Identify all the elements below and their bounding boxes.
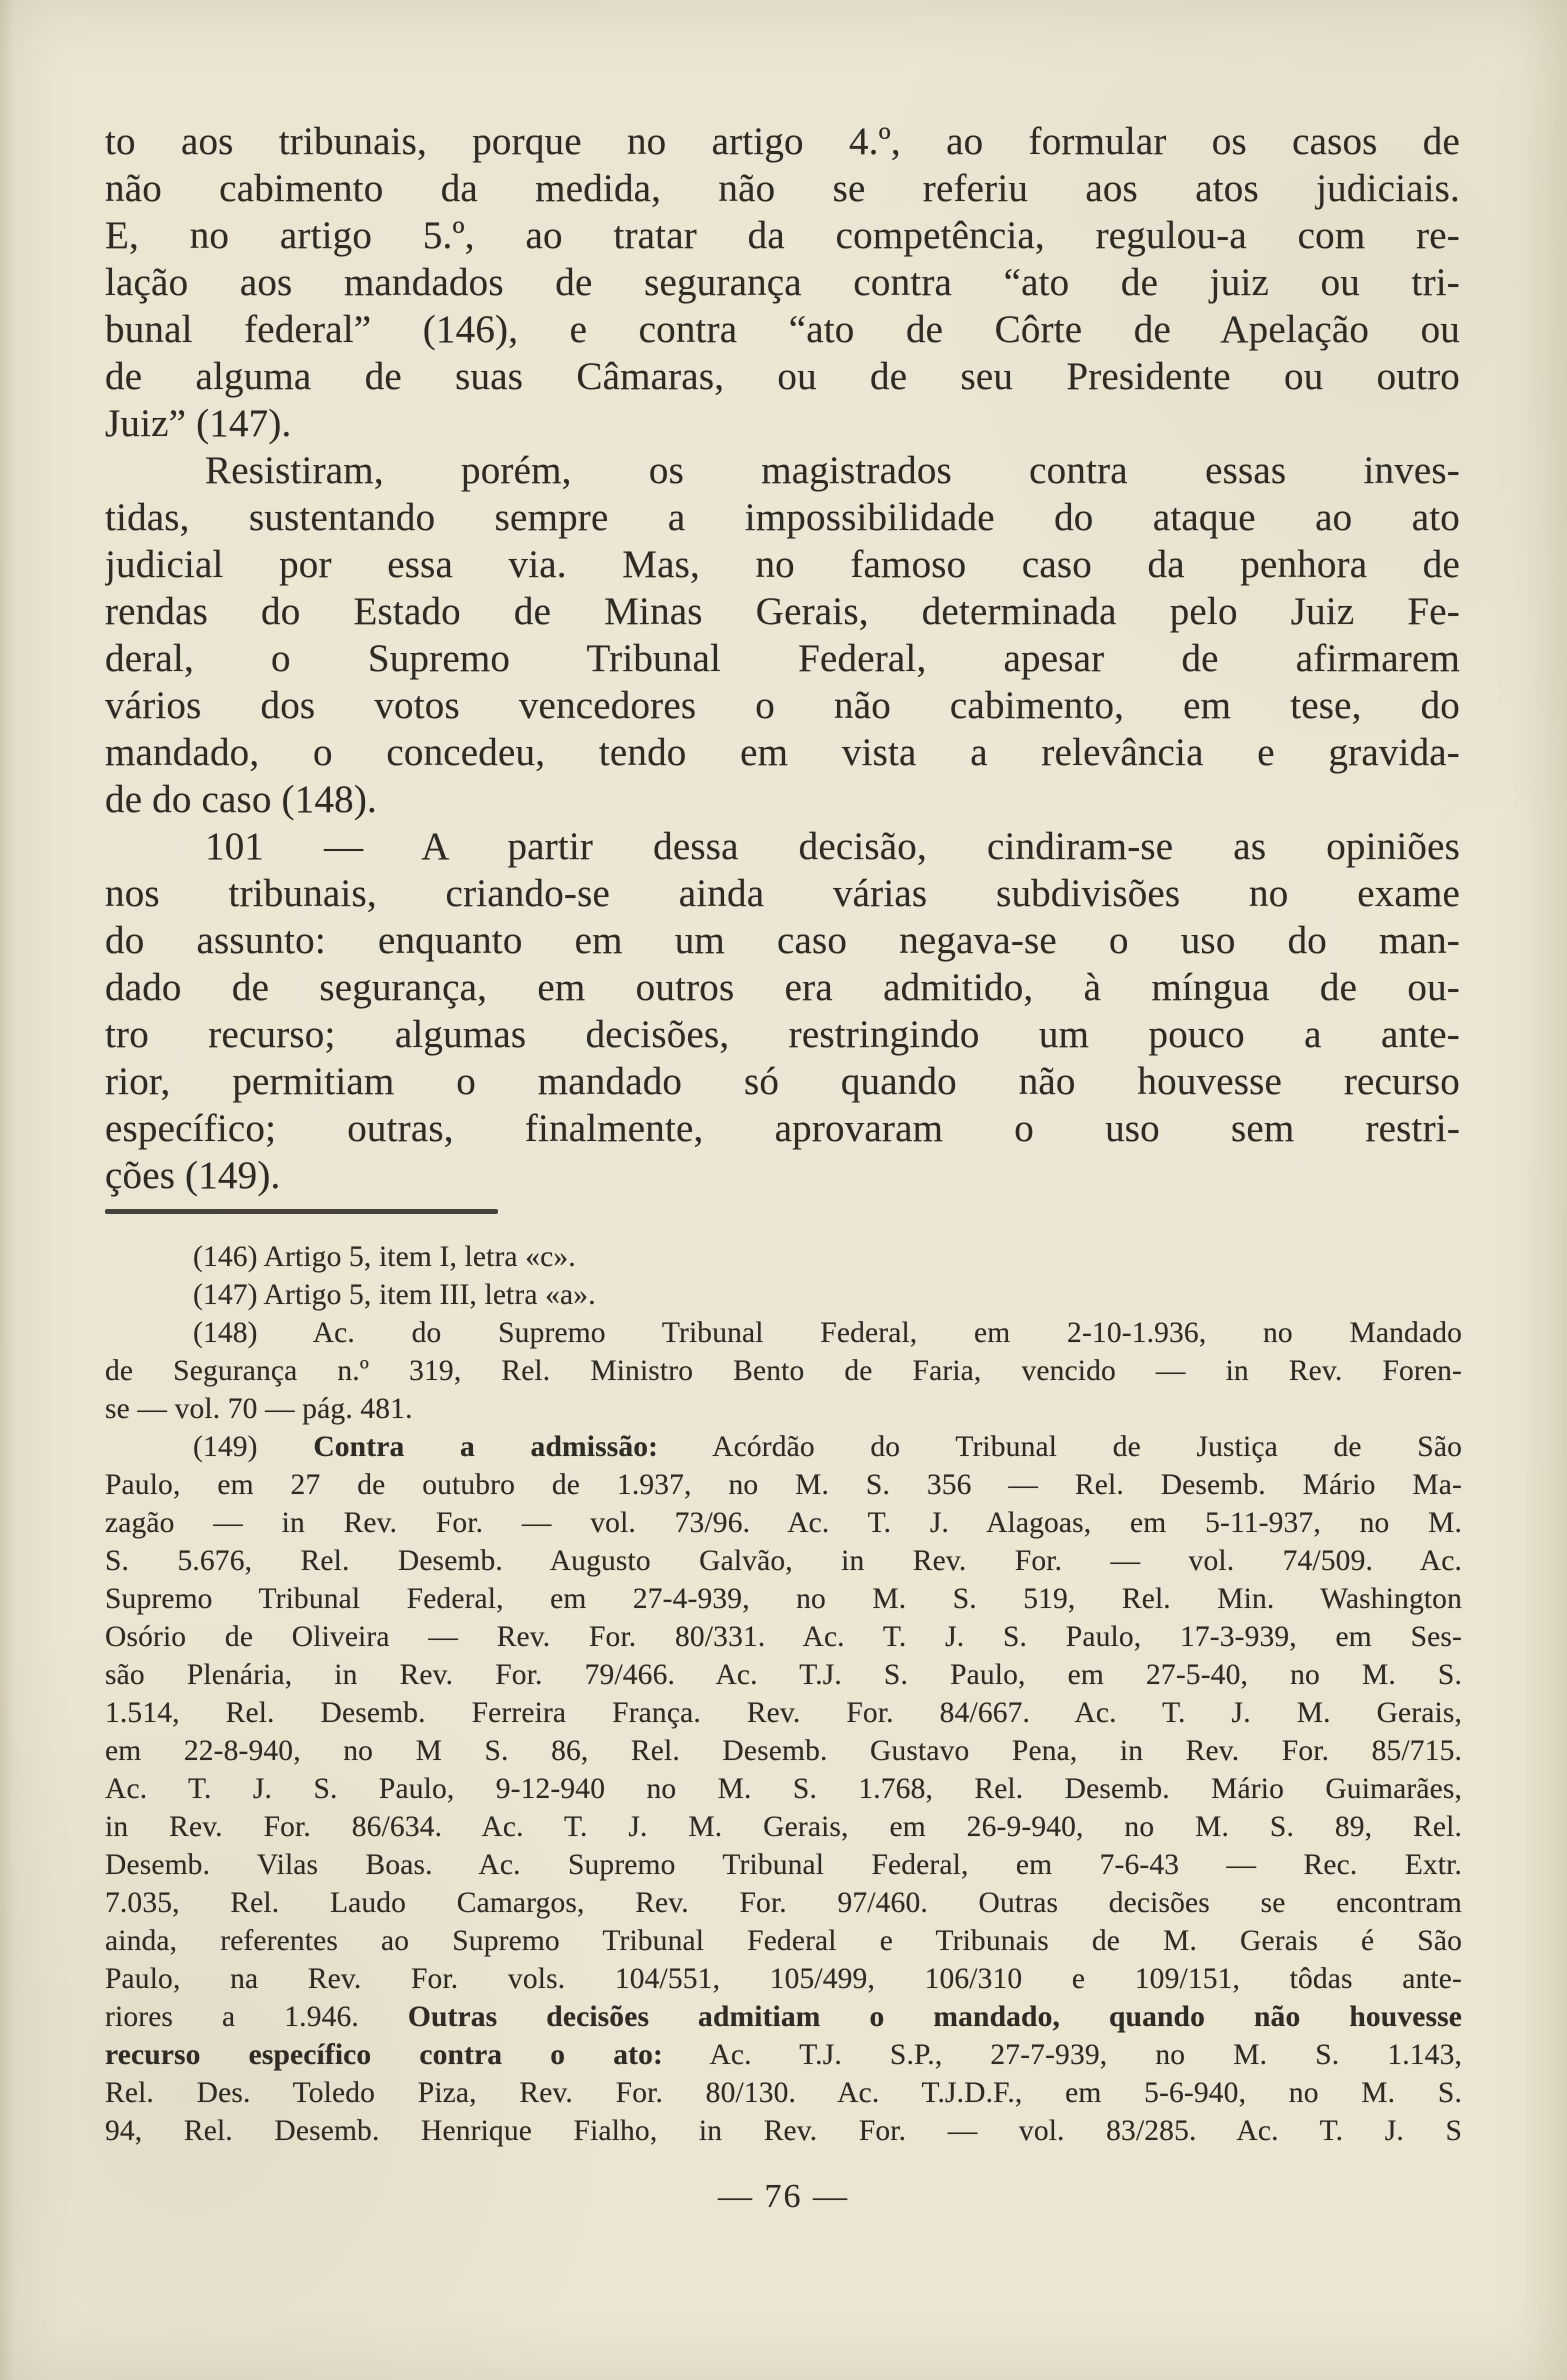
text-line: recurso específico contra o ato: Ac. T.J. S.P., 27-7-939, no M. S. 1.143, [105,2039,1462,2071]
text-line: vários dos votos vencedores o não cabimento, em tese, do [105,684,1460,727]
text-line: tidas, sustentando sempre a impossibilidade do ataque ao ato [105,496,1460,539]
text-line: 101 — A partir dessa decisão, cindiram-se as opiniões [205,825,1460,868]
footnote-146 [105,1238,1462,1276]
text-line: bunal federal” (146), e contra “ato de Côrte de Apelação ou [105,308,1460,351]
text-line: E, no artigo 5.º, ao tratar da competência, regulou-a com re- [105,214,1460,257]
footnote-148 [105,1314,1462,1428]
text-line: judicial por essa via. Mas, no famoso caso da penhora de [105,543,1460,586]
paragraph-3 [105,823,1460,1199]
text-line: Osório de Oliveira — Rev. For. 80/331. Ac. T. J. S. Paulo, 17-3-939, em Ses- [105,1621,1462,1653]
text-line: 94, Rel. Desemb. Henrique Fialho, in Rev. For. — vol. 83/285. Ac. T. J. S [105,2115,1462,2147]
text-line: de Segurança n.º 319, Rel. Ministro Bento de Faria, vencido — in Rev. Foren- [105,1355,1462,1387]
text-line: em 22-8-940, no M S. 86, Rel. Desemb. Gustavo Pena, in Rev. For. 85/715. [105,1735,1462,1767]
text-line: Juiz” (147). [105,402,292,445]
text-line: in Rev. For. 86/634. Ac. T. J. M. Gerais, em 26-9-940, no M. S. 89, Rel. [105,1811,1462,1843]
paragraph-1 [105,118,1460,447]
text-line: to aos tribunais, porque no artigo 4.º, ao formular os casos de [105,120,1460,163]
text-line: ções (149). [105,1154,281,1197]
text-line: Ac. T. J. S. Paulo, 9-12-940 no M. S. 1.768, Rel. Desemb. Mário Guimarães, [105,1773,1462,1805]
text-line: mandado, o concedeu, tendo em vista a relevância e gravida- [105,731,1460,774]
text-line: do assunto: enquanto em um caso negava-se o uso do man- [105,919,1460,962]
text-line: rior, permitiam o mandado só quando não houvesse recurso [105,1060,1460,1103]
text-line: (148) Ac. do Supremo Tribunal Federal, em 2-10-1.936, no Mandado [193,1317,1462,1349]
text-line: são Plenária, in Rev. For. 79/466. Ac. T.J. S. Paulo, em 27-5-40, no M. S. [105,1659,1462,1691]
text-line: não cabimento da medida, não se referiu aos atos judiciais. [105,167,1460,210]
text-line: de do caso (148). [105,778,377,821]
text-line: 7.035, Rel. Laudo Camargos, Rev. For. 97/460. Outras decisões se encontram [105,1887,1462,1919]
text-line: específico; outras, finalmente, aprovaram o uso sem restri- [105,1107,1460,1150]
footnote-149 [105,1428,1462,2150]
text-line: deral, o Supremo Tribunal Federal, apesar de afirmarem [105,637,1460,680]
text-line: se — vol. 70 — pág. 481. [105,1393,413,1425]
text-line: de alguma de suas Câmaras, ou de seu Presidente ou outro [105,355,1460,398]
text-line: Desemb. Vilas Boas. Ac. Supremo Tribunal Federal, em 7-6-43 — Rec. Extr. [105,1849,1462,1881]
text-line: (149) Contra a admissão: Acórdão do Tribunal de Justiça de São [193,1431,1462,1463]
text-line: Resistiram, porém, os magistrados contra essas inves- [205,449,1460,492]
text-line: riores a 1.946. Outras decisões admitiam o mandado, quando não houvesse [105,2001,1462,2033]
text-line: Paulo, na Rev. For. vols. 104/551, 105/499, 106/310 e 109/151, tôdas ante- [105,1963,1462,1995]
footnote-147 [105,1276,1462,1314]
text-line: lação aos mandados de segurança contra “ato de juiz ou tri- [105,261,1460,304]
footnotes [0,1214,1567,2150]
text-line: (146) Artigo 5, item I, letra «c». [193,1241,576,1273]
text-line: 1.514, Rel. Desemb. Ferreira França. Rev. For. 84/667. Ac. T. J. M. Gerais, [105,1697,1462,1729]
text-line: ainda, referentes ao Supremo Tribunal Federal e Tribunais de M. Gerais é São [105,1925,1462,1957]
text-line: Supremo Tribunal Federal, em 27-4-939, no M. S. 519, Rel. Min. Washington [105,1583,1462,1615]
text-line: nos tribunais, criando-se ainda várias subdivisões no exame [105,872,1460,915]
text-line: Paulo, em 27 de outubro de 1.937, no M. S. 356 — Rel. Desemb. Mário Ma- [105,1469,1462,1501]
text-line: Rel. Des. Toledo Piza, Rev. For. 80/130. Ac. T.J.D.F., em 5-6-940, no M. S. [105,2077,1462,2109]
text-line: tro recurso; algumas decisões, restringindo um pouco a ante- [105,1013,1460,1056]
page-number: — 76 — [718,2178,849,2215]
text-line: dado de segurança, em outros era admitido, à míngua de ou- [105,966,1460,1009]
text-line: zagão — in Rev. For. — vol. 73/96. Ac. T. J. Alagoas, em 5-11-937, no M. [105,1507,1462,1539]
text-line: S. 5.676, Rel. Desemb. Augusto Galvão, in Rev. For. — vol. 74/509. Ac. [105,1545,1462,1577]
text-line: rendas do Estado de Minas Gerais, determinada pelo Juiz Fe- [105,590,1460,633]
text-line: (147) Artigo 5, item III, letra «a». [193,1279,596,1311]
paragraph-2 [105,447,1460,823]
